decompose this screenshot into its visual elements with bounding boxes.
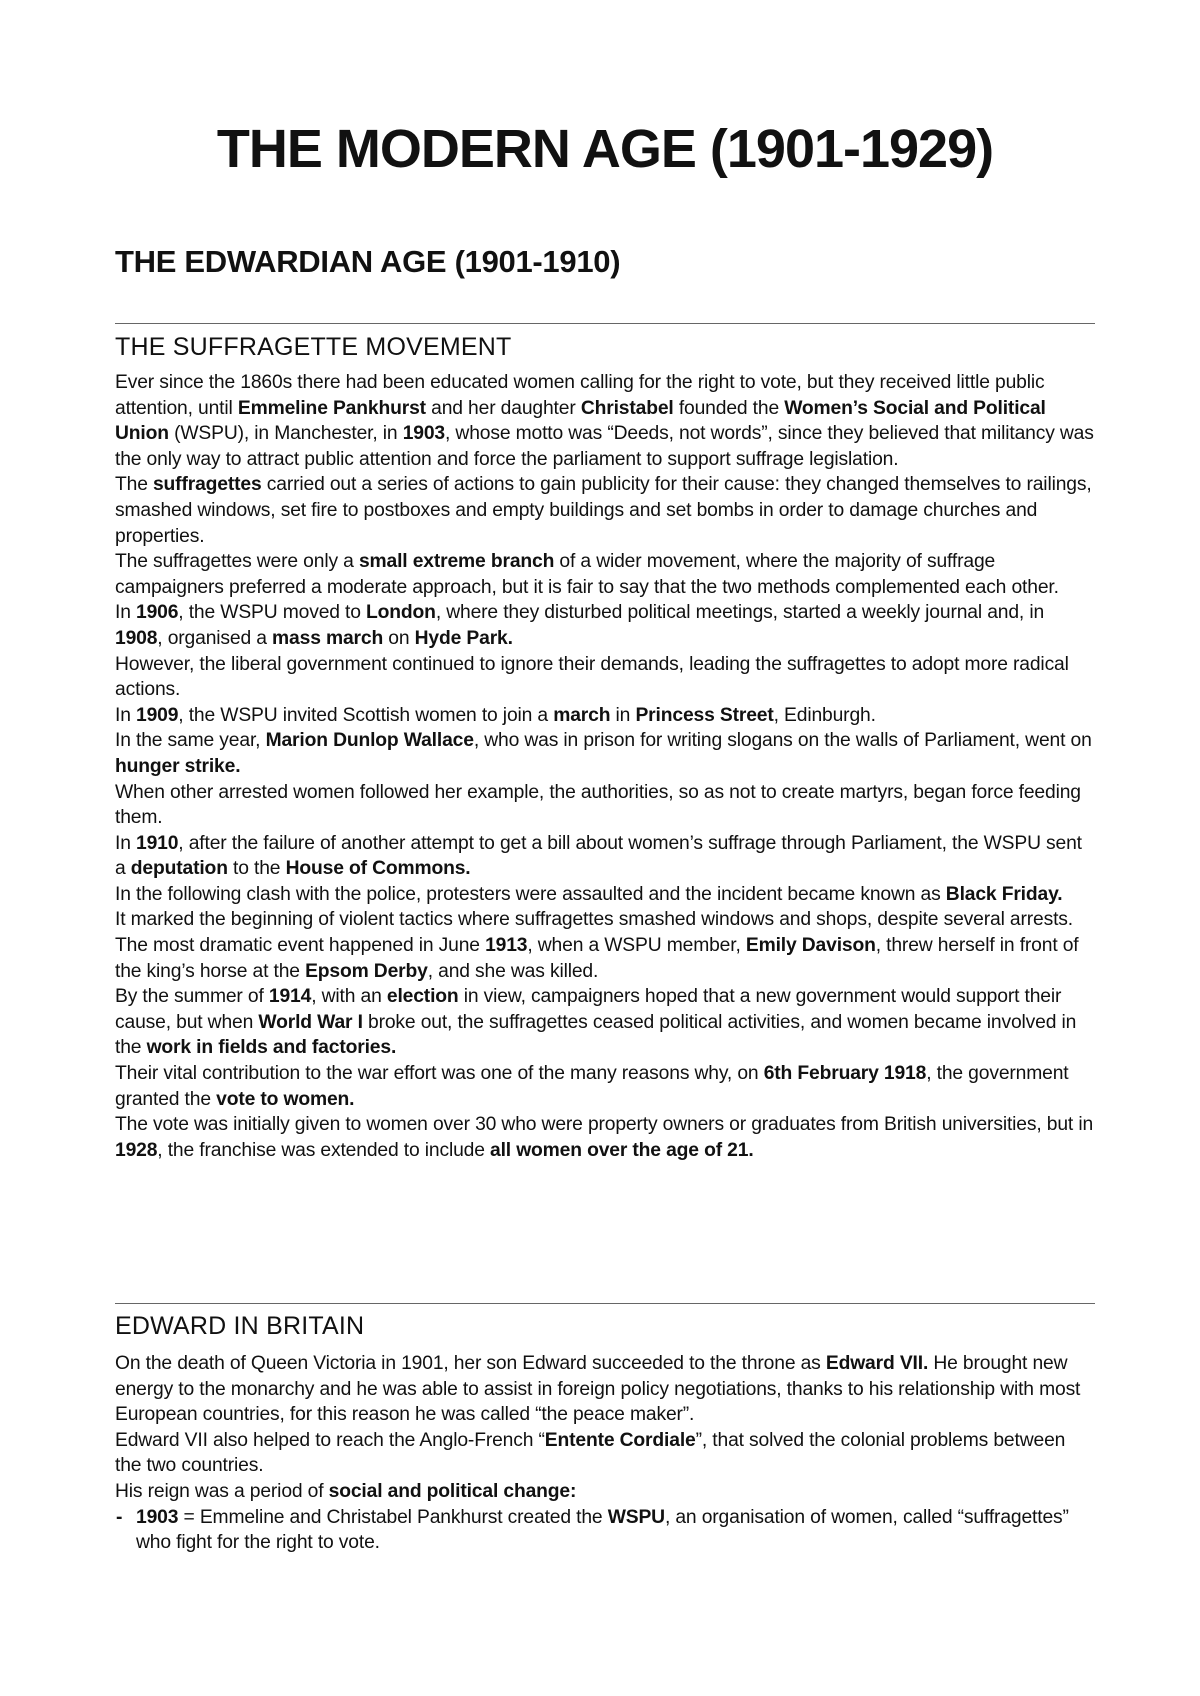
text-run: It marked the beginning of violent tactics where suffragettes smashed windows and shops, despite several arrests. bbox=[115, 909, 1073, 931]
bullet-list bbox=[115, 1505, 1095, 1556]
text-run: , and she was killed. bbox=[427, 960, 599, 982]
bold-text: Emmeline Pankhurst bbox=[237, 397, 426, 419]
bold-text: Christabel bbox=[580, 397, 674, 419]
bold-text: deputation bbox=[130, 858, 228, 880]
paragraph bbox=[115, 882, 1095, 908]
text-run: , the government granted the bbox=[115, 1063, 1069, 1110]
text-run: When other arrested women followed her example, the authorities, so as not to create martyrs, began force feeding them. bbox=[115, 781, 1081, 829]
bold-text: Black Friday. bbox=[945, 883, 1063, 905]
bold-text: 1908 bbox=[115, 627, 158, 649]
text-run: He brought new energy to the monarchy and he was able to assist in foreign policy negotiations, thanks to his relationship with most European countries, for this reason he was called “the peace maker”. bbox=[115, 1353, 1081, 1426]
text-run: Ever since the 1860s there had been educated women calling for the right to vote, but they received little public attention, until bbox=[115, 372, 1045, 419]
bold-text: Edward VII. bbox=[825, 1353, 929, 1374]
section-divider bbox=[115, 1303, 1095, 1304]
paragraph bbox=[115, 1112, 1095, 1163]
bold-text: 1906 bbox=[136, 602, 179, 624]
text-run: , with an bbox=[311, 986, 387, 1008]
text-run: The bbox=[115, 474, 153, 496]
document-subtitle: THE EDWARDIAN AGE (1901-1910) bbox=[115, 244, 621, 279]
paragraph bbox=[115, 652, 1095, 703]
bold-text: Women’s Social and Political Union bbox=[115, 397, 1046, 445]
text-run: , the franchise was extended to include bbox=[157, 1139, 490, 1161]
paragraph bbox=[115, 370, 1095, 472]
text-run: and her daughter bbox=[425, 397, 581, 419]
paragraph bbox=[115, 933, 1095, 984]
bold-text: 1928 bbox=[115, 1139, 158, 1161]
text-run: founded the bbox=[673, 397, 785, 419]
paragraph bbox=[115, 1061, 1095, 1112]
bold-text: Entente Cordiale bbox=[544, 1429, 696, 1451]
bold-text: mass march bbox=[272, 627, 384, 649]
bold-text: Epsom Derby bbox=[305, 960, 428, 982]
bold-text: vote to women. bbox=[216, 1088, 355, 1110]
paragraph bbox=[115, 831, 1095, 882]
paragraph bbox=[115, 1428, 1095, 1479]
bold-text: 1909 bbox=[136, 704, 179, 726]
text-run: In bbox=[115, 832, 136, 854]
text-run: ”, that solved the colonial problems between the two countries. bbox=[115, 1429, 1066, 1477]
bold-text: social and political change: bbox=[328, 1480, 577, 1502]
bold-text: 1914 bbox=[268, 986, 312, 1008]
paragraph bbox=[115, 1351, 1095, 1428]
text-run: to the bbox=[227, 858, 286, 880]
list-item bbox=[115, 1505, 1095, 1556]
bold-text: suffragettes bbox=[152, 474, 262, 496]
text-run: In the following clash with the police, protesters were assaulted and the incident became known as bbox=[115, 883, 946, 905]
text-run: The most dramatic event happened in June bbox=[115, 935, 486, 957]
paragraph bbox=[115, 907, 1095, 933]
text-run: carried out a series of actions to gain publicity for their cause: they changed themselves to railings, smashed windows, set fire to postboxes and empty buildings and set bombs in order to damage churches and properties. bbox=[115, 474, 1092, 547]
text-run: , the WSPU moved to bbox=[178, 602, 367, 624]
text-run: on bbox=[383, 627, 415, 649]
bold-text: march bbox=[553, 704, 611, 726]
text-run: , where they disturbed political meetings, started a weekly journal and, in bbox=[435, 602, 1045, 624]
bold-text: 6th February 1918 bbox=[763, 1063, 927, 1085]
section-heading-suffragette: THE SUFFRAGETTE MOVEMENT bbox=[115, 333, 512, 361]
text-run: The vote was initially given to women over 30 who were property owners or graduates from British universities, but in bbox=[115, 1114, 1094, 1136]
paragraph bbox=[115, 984, 1095, 1061]
text-run: , threw herself in front of the king’s horse at the bbox=[115, 935, 1079, 982]
paragraph bbox=[115, 703, 1095, 729]
bold-text: election bbox=[386, 986, 459, 1008]
bold-text: London bbox=[366, 602, 436, 624]
paragraph bbox=[115, 780, 1095, 831]
bold-text: 1913 bbox=[485, 935, 528, 957]
bold-text: all women over the age of 21. bbox=[490, 1139, 754, 1161]
paragraph bbox=[115, 549, 1095, 600]
text-run: = Emmeline and Christabel Pankhurst created the bbox=[178, 1506, 608, 1528]
paragraph bbox=[115, 600, 1095, 651]
text-run: , after the failure of another attempt to get a bill about women’s suffrage through Parliament, the WSPU sent a bbox=[115, 832, 1082, 880]
bold-text: 1903 bbox=[136, 1506, 179, 1528]
paragraph bbox=[115, 472, 1095, 549]
text-run: , the WSPU invited Scottish women to join a bbox=[178, 704, 554, 726]
paragraph bbox=[115, 1479, 1095, 1505]
text-run: of a wider movement, where the majority of suffrage campaigners preferred a moderate approach, but it is fair to say that the two methods complemented each other. bbox=[115, 551, 1059, 598]
text-run: in bbox=[610, 704, 636, 726]
bold-text: 1903 bbox=[402, 423, 445, 445]
section-body-suffragette bbox=[115, 370, 1095, 1163]
section-body-edward bbox=[115, 1351, 1095, 1556]
bold-text: Hyde Park. bbox=[414, 627, 513, 649]
bold-text: 1910 bbox=[136, 832, 179, 854]
text-run: In the same year, bbox=[115, 730, 266, 752]
paragraph bbox=[115, 728, 1095, 779]
text-run: , when a WSPU member, bbox=[527, 935, 746, 957]
text-run: , organised a bbox=[157, 627, 273, 649]
text-run: Edward VII also helped to reach the Anglo-French “ bbox=[115, 1429, 545, 1451]
bold-text: hunger strike. bbox=[115, 755, 241, 777]
bold-text: House of Commons. bbox=[285, 858, 471, 880]
bold-text: World War I bbox=[258, 1011, 363, 1033]
text-run: His reign was a period of bbox=[115, 1480, 329, 1502]
text-run: , whose motto was “Deeds, not words”, since they believed that militancy was the only way to attract public attention and force the parliament to support suffrage legislation. bbox=[115, 423, 1094, 470]
text-run: The suffragettes were only a bbox=[115, 551, 359, 573]
bold-text: Emily Davison bbox=[745, 935, 876, 957]
text-run: , Edinburgh. bbox=[773, 704, 876, 726]
text-run: , who was in prison for writing slogans on the walls of Parliament, went on bbox=[473, 730, 1092, 752]
bold-text: work in fields and factories. bbox=[146, 1037, 397, 1059]
bold-text: small extreme branch bbox=[358, 551, 555, 573]
section-divider bbox=[115, 323, 1095, 324]
text-run: in view, campaigners hoped that a new government would support their cause, but when bbox=[115, 986, 1062, 1033]
section-heading-edward: EDWARD IN BRITAIN bbox=[115, 1312, 365, 1340]
text-run: broke out, the suffragettes ceased political activities, and women became involved in the bbox=[115, 1011, 1077, 1059]
text-run: In bbox=[115, 704, 136, 726]
text-run: In bbox=[115, 602, 136, 624]
text-run: (WSPU), in Manchester, in bbox=[168, 423, 403, 445]
text-run: , an organisation of women, called “suffragettes” who fight for the right to vote. bbox=[136, 1506, 1069, 1554]
bold-text: WSPU bbox=[607, 1506, 665, 1528]
text-run: However, the liberal government continued to ignore their demands, leading the suffragettes to adopt more radical actions. bbox=[115, 653, 1069, 701]
text-run: Their vital contribution to the war effort was one of the many reasons why, on bbox=[115, 1063, 764, 1085]
document-title: THE MODERN AGE (1901-1929) bbox=[216, 119, 994, 179]
text-run: By the summer of bbox=[115, 986, 269, 1008]
text-run: On the death of Queen Victoria in 1901, her son Edward succeeded to the throne as bbox=[115, 1353, 826, 1374]
bold-text: Marion Dunlop Wallace bbox=[265, 730, 474, 752]
bold-text: Princess Street bbox=[635, 704, 774, 726]
